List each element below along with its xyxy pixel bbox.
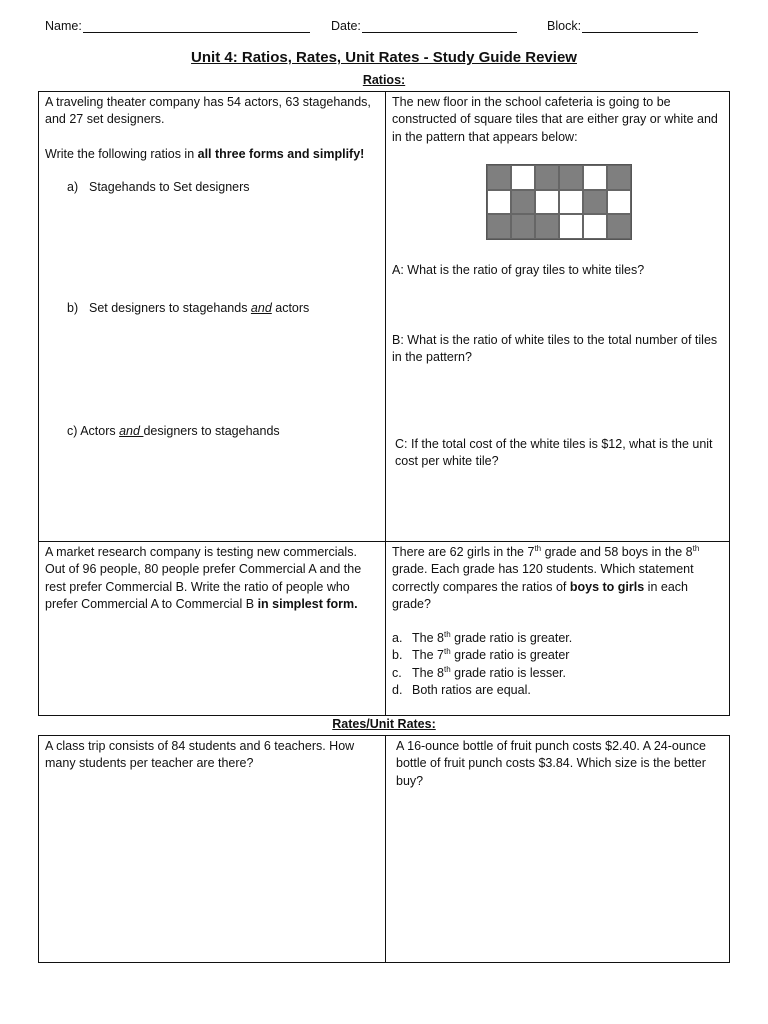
fruit-punch-text: A 16-ounce bottle of fruit punch costs $2.40. A 24-ounce bottle of fruit punch costs $3.84. Which size is the better buy?	[396, 739, 706, 788]
theater-part-c: c) Actors and designers to stagehands	[67, 424, 280, 438]
question-cafeteria-tiles	[386, 92, 729, 541]
name-blank[interactable]	[83, 18, 310, 33]
ratios-heading: Ratios:	[362, 73, 406, 87]
block-blank[interactable]	[582, 18, 698, 33]
tile-gray	[487, 214, 511, 239]
tile-gray	[583, 190, 607, 215]
page-title: Unit 4: Ratios, Rates, Unit Rates - Study Guide Review	[191, 49, 577, 66]
name-field[interactable]	[45, 18, 310, 33]
ratios-grid	[38, 91, 730, 716]
tile-gray	[607, 165, 631, 190]
theater-part-b: b) Set designers to stagehands and actors	[67, 301, 310, 315]
tile-white	[559, 190, 583, 215]
tile-gray	[535, 165, 559, 190]
tiles-question-a: A: What is the ratio of gray tiles to white tiles?	[392, 263, 645, 277]
question-class-trip	[39, 736, 385, 962]
choice-c[interactable]: c. The 8th grade ratio is lesser.	[392, 664, 566, 680]
boys-girls-text: There are 62 girls in the 7th grade and 58 boys in the 8th grade. Each grade has 120 students. Which statement correctly compares the ratios of boys to girls in each grade?	[392, 543, 700, 611]
tile-white	[487, 190, 511, 215]
date-blank[interactable]	[362, 18, 517, 33]
choice-a[interactable]: a. The 8th grade ratio is greater.	[392, 630, 573, 646]
tile-white	[583, 165, 607, 190]
tiles-question-c: C: If the total cost of the white tiles is $12, what is the unit cost per white tile?	[395, 437, 713, 469]
date-field[interactable]	[331, 18, 517, 33]
name-label: Name:	[45, 19, 82, 33]
tile-white	[535, 190, 559, 215]
question-theater-company	[39, 92, 385, 541]
rates-heading: Rates/Unit Rates:	[332, 717, 436, 731]
tile-gray	[511, 214, 535, 239]
question-market-research	[39, 542, 385, 715]
block-label: Block:	[547, 19, 582, 33]
tile-white	[583, 214, 607, 239]
theater-part-a: a) Stagehands to Set designers	[67, 180, 250, 194]
question-boys-girls	[386, 542, 729, 715]
tile-gray	[559, 165, 583, 190]
theater-intro: A traveling theater company has 54 actors, 63 stagehands, and 27 set designers.	[45, 95, 371, 127]
rates-grid	[38, 735, 730, 963]
theater-instructions: Write the following ratios in all three forms and simplify!	[45, 146, 365, 161]
market-research-text: A market research company is testing new commercials. Out of 96 people, 80 people prefer Commercial A and the rest prefer Commercial B. Write the ratio of people who prefer Commercial A to Commercial B in simplest form.	[45, 545, 362, 611]
choice-b[interactable]: b. The 7th grade ratio is greater	[392, 647, 570, 663]
tiles-intro: The new floor in the school cafeteria is going to be constructed of square tiles that are either gray or white and in the pattern that appears below:	[392, 95, 718, 144]
tile-gray	[607, 214, 631, 239]
tile-white	[607, 190, 631, 215]
tile-gray	[487, 165, 511, 190]
question-fruit-punch	[386, 736, 729, 962]
choice-d[interactable]: d. Both ratios are equal.	[392, 683, 531, 698]
tile-white	[511, 165, 535, 190]
header-row	[0, 18, 768, 36]
tiles-question-b: B: What is the ratio of white tiles to the total number of tiles in the pattern?	[392, 333, 718, 365]
tile-white	[559, 214, 583, 239]
date-label: Date:	[331, 19, 361, 33]
tile-gray	[511, 190, 535, 215]
block-field[interactable]	[547, 18, 698, 33]
tile-pattern	[486, 164, 632, 240]
tile-gray	[535, 214, 559, 239]
class-trip-text: A class trip consists of 84 students and 6 teachers. How many students per teacher are there?	[45, 739, 355, 771]
